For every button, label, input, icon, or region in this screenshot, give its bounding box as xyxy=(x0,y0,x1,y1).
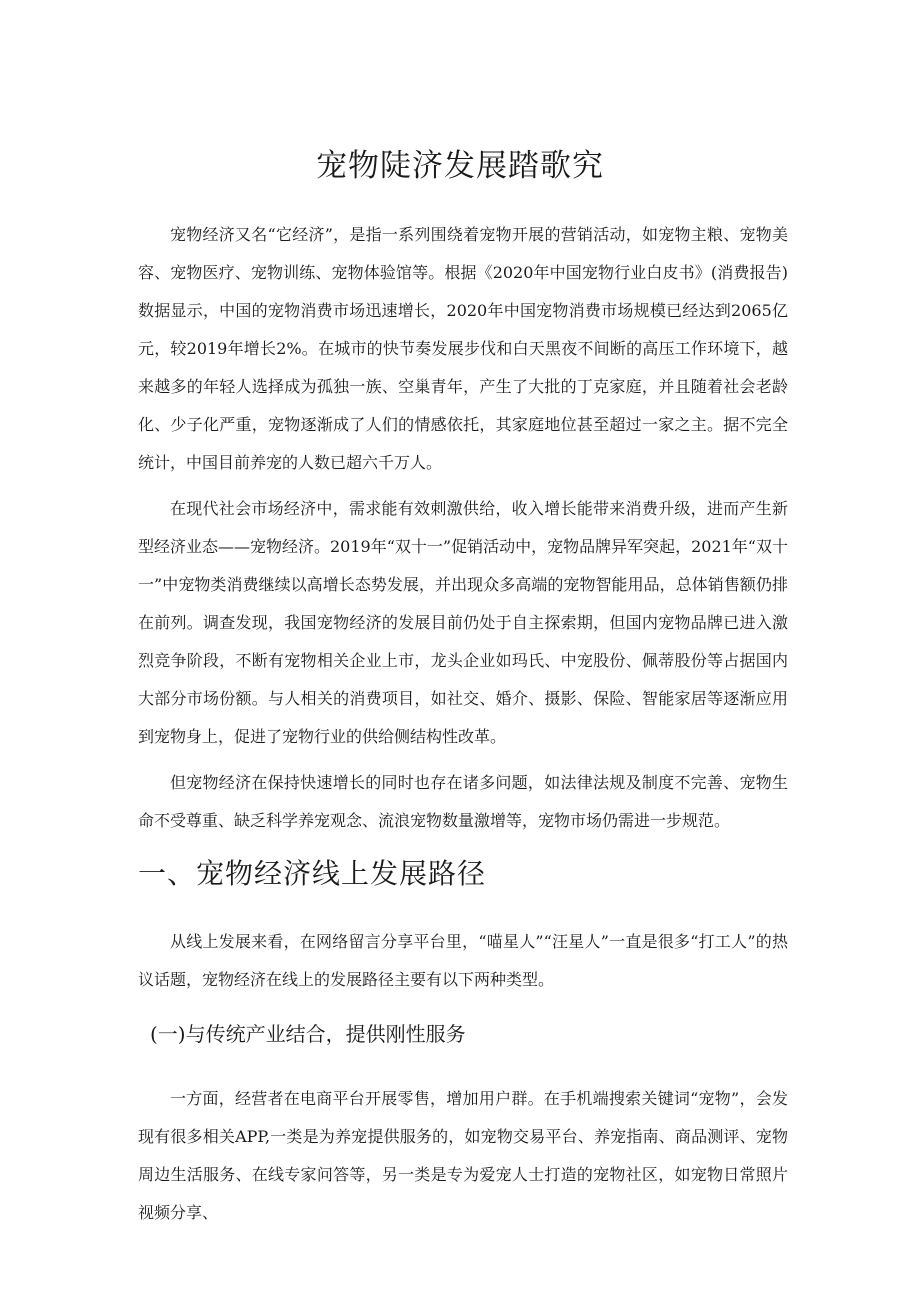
document-title: 宠物陡济发展踏歌究 xyxy=(316,148,604,184)
paragraph-problems: 但宠物经济在保持快速增长的同时也存在诸多问题，如法律法规及制度不完善、宠物生命不受尊重、缺乏科学养宠观念、流浪宠物数量激增等，宠物市场仍需进一步规范。 xyxy=(138,773,788,830)
paragraph-intro: 宠物经济又名“它经济”，是指一系列围绕着宠物开展的营销活动，如宠物主粮、宠物美容、宠物医疗、宠物训练、宠物体验馆等。根据《2020年中国宠物行业白皮书》(消费报告)数据显示，中国的宠物消费市场迅速增长，2020年中国宠物消费市场规模已经达到2065亿元，较2019年增长2%。在城市的快节奏发展步伐和白天黑夜不间断的高压工作环境下，越来越多的年轻人选择成为孤独一族、空巢青年，产生了大批的丁克家庭，并且随着社会老龄化、少子化严重，宠物逐渐成了人们的情感依托，其家庭地位甚至超过一家之主。据不完全统计，中国目前养宠的人数已超六千万人。 xyxy=(138,225,788,472)
paragraph-online-overview: 从线上发展来看，在网络留言分享平台里，“喵星人”“汪星人”一直是很多“打工人”的热议话题，宠物经济在线上的发展路径主要有以下两种类型。 xyxy=(138,932,788,989)
section-heading-online-path: 一、宠物经济线上发展路径 xyxy=(138,857,487,890)
paragraph-market: 在现代社会市场经济中，需求能有效刺激供给，收入增长能带来消费升级，进而产生新型经济业态——宠物经济。2019年“双十一”促销活动中，宠物品牌异军突起，2021年“双十一”中宠物类消费继续以高增长态势发展，并出现众多高端的宠物智能用品，总体销售额仍排在前列。调查发现，我国宠物经济的发展目前仍处于自主探索期，但国内宠物品牌已进入激烈竞争阶段，不断有宠物相关企业上市，龙头企业如玛氏、中宠股份、佩蒂股份等占据国内大部分市场份额。与人相关的消费项目，如社交、婚介、摄影、保险、智能家居等逐渐应用到宠物身上，促进了宠物行业的供给侧结构性改革。 xyxy=(138,499,788,746)
subsection-heading-traditional-industry: (一)与传统产业结合，提供刚性服务 xyxy=(150,1022,466,1046)
paragraph-ecommerce: 一方面，经营者在电商平台开展零售，增加用户群。在手机端搜索关键词“宠物”，会发现有很多相关APP,一类是为养宠提供服务的，如宠物交易平台、养宠指南、商品测评、宠物周边生活服务、在线专家问答等，另一类是专为爱宠人士打造的宠物社区，如宠物日常照片视频分享、 xyxy=(138,1089,788,1222)
